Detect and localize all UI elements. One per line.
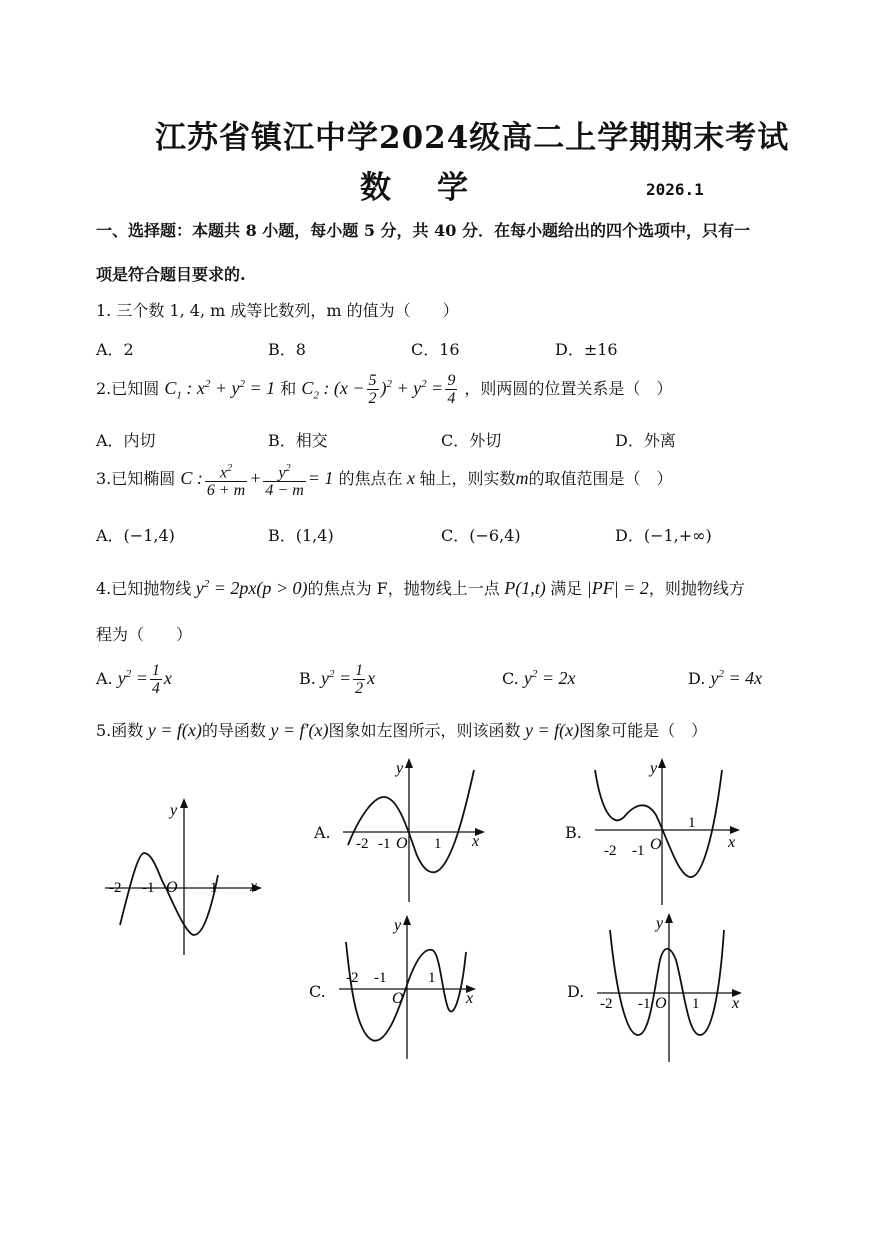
q5-option-b-label[interactable]: B. — [565, 823, 582, 842]
deriv-tick-m1: -1 — [142, 880, 155, 896]
q2-frac-9-4: $\frac{9}{4}$ — [447, 372, 456, 407]
deriv-origin: O — [166, 879, 178, 896]
q4-option-c[interactable]: C. $y^2 = 2x$ — [502, 668, 576, 688]
q3-text-b: 的焦点在 — [338, 469, 403, 489]
svg-text:x: x — [728, 834, 736, 851]
q4-text-b: 的焦点为 F，抛物线上一点 — [307, 579, 500, 598]
svg-text:y: y — [394, 917, 402, 934]
svg-text:x: x — [472, 833, 480, 850]
q2-text-a: 2.已知圆 — [96, 379, 160, 398]
q4-text-c: 满足 — [550, 579, 583, 598]
q5-graph-b[interactable] — [590, 755, 745, 910]
q3-text-c: 轴上，则实数 — [419, 469, 516, 489]
q2-text-c: ，则两圆的位置关系是（ ） — [464, 379, 673, 398]
section-heading-line1: 一、选择题：本题共 8 小题，每小题 5 分，共 40 分．在每小题给出的四个选项中，只有一 — [96, 221, 750, 240]
svg-text:-2: -2 — [356, 836, 369, 852]
q3-option-b[interactable]: B．(1,4) — [268, 526, 334, 545]
exam-title: 江苏省镇江中学2024级高二上学期期末考试 — [155, 120, 790, 156]
q5-graph-c[interactable] — [334, 912, 484, 1062]
svg-text:-1: -1 — [632, 843, 645, 859]
q2-circle-c2: $C_2$ : (x − — [301, 378, 365, 402]
q1-option-c[interactable]: C．16 — [411, 340, 460, 359]
derivative-graph — [100, 795, 270, 960]
question-1-stem: 1. 三个数 1, 4, m 成等比数列，m 的值为（ ） — [96, 301, 459, 320]
q3-option-d[interactable]: D．(−1,+∞) — [615, 526, 712, 545]
svg-text:1: 1 — [428, 970, 436, 986]
svg-text:y: y — [650, 760, 658, 777]
q3-frac-y: $\frac{y^2}{4 - m}$ — [263, 460, 305, 499]
q4-text-a: 4.已知抛物线 — [96, 579, 192, 598]
svg-text:O: O — [655, 995, 667, 1012]
svg-text:-2: -2 — [600, 996, 613, 1012]
svg-text:x: x — [732, 995, 740, 1012]
deriv-tick-m2: -2 — [109, 880, 122, 896]
question-2-stem: 2.已知圆 $C_1$ : $x^2 + y^2 = 1$ 和 $C_2$ : (x − $\frac{5}{2}$ )$^2 + y^2$ = $\frac{9}{4}$ ，则两圆的位置关系是（ ） — [96, 372, 673, 407]
svg-text:O: O — [392, 990, 404, 1007]
svg-text:-2: -2 — [604, 843, 617, 859]
svg-text:x: x — [466, 990, 474, 1007]
svg-text:-1: -1 — [638, 996, 651, 1012]
q3-text-d: 的取值范围是（ ） — [528, 469, 673, 489]
q3-option-a[interactable]: A．(−1,4) — [96, 526, 175, 545]
q4-option-d[interactable]: D. $y^2 = 4x$ — [688, 668, 763, 688]
deriv-y-label: y — [170, 802, 178, 819]
svg-text:1: 1 — [692, 996, 700, 1012]
question-5-stem: 5.函数 y = f(x)的导函数 y = f′(x)图象如左图所示，则该函数 y = f(x)图象可能是（ ） — [96, 720, 708, 740]
question-4-stem: 4.已知抛物线 $y^2 = 2px(p > 0)$的焦点为 F，抛物线上一点 P(1,t) 满足 |PF| = 2，则抛物线方 — [96, 578, 745, 598]
q2-frac-5-2: $\frac{5}{2}$ — [368, 372, 377, 407]
q4-text-d: ，则抛物线方 — [648, 579, 745, 598]
q2-text-b: 和 — [280, 379, 297, 398]
svg-text:-2: -2 — [346, 970, 359, 986]
svg-text:1: 1 — [434, 836, 442, 852]
q3-option-c[interactable]: C．(−6,4) — [441, 526, 521, 545]
q2-option-b[interactable]: B．相交 — [268, 431, 328, 450]
question-3-stem: 3.已知椭圆 C : $\frac{x^2}{6 + m}$ + $\frac{y^2}{4 - m}$ = 1 的焦点在 x 轴上，则实数m的取值范围是（ ） — [96, 460, 673, 499]
q5-graph-a[interactable] — [338, 755, 488, 905]
q1-option-d[interactable]: D．±16 — [555, 340, 618, 359]
q5-option-c-label[interactable]: C. — [309, 982, 326, 1001]
q2-option-a[interactable]: A．内切 — [96, 431, 156, 450]
svg-text:y: y — [396, 760, 404, 777]
q2-option-c[interactable]: C．外切 — [441, 431, 502, 450]
q4-option-a[interactable]: A. $y^2$ = $\frac{1}{4}$ x — [96, 662, 172, 697]
deriv-x-label: x — [250, 878, 258, 895]
deriv-tick-1: 1 — [210, 880, 218, 896]
svg-text:-1: -1 — [374, 970, 387, 986]
q1-option-b[interactable]: B．8 — [268, 340, 306, 359]
subject-title: 数学 — [360, 170, 514, 206]
svg-text:O: O — [650, 836, 662, 853]
q2-circle-c1: $C_1$ : $x^2 + y^2 = 1$ — [164, 378, 276, 402]
svg-text:O: O — [396, 835, 408, 852]
q5-option-d-label[interactable]: D. — [567, 982, 585, 1001]
q3-text-a: 3.已知椭圆 — [96, 469, 176, 489]
exam-date: 2026.1 — [646, 180, 704, 199]
q3-frac-x: $\frac{x^2}{6 + m}$ — [205, 460, 247, 499]
svg-text:-1: -1 — [378, 836, 391, 852]
svg-text:1: 1 — [688, 815, 696, 831]
q5-graph-d[interactable] — [592, 910, 747, 1065]
svg-text:y: y — [656, 915, 664, 932]
q2-option-d[interactable]: D．外离 — [615, 431, 676, 450]
q4-option-b[interactable]: B. $y^2$ = $\frac{1}{2}$ x — [299, 662, 376, 697]
section-heading-line2: 项是符合题目要求的. — [96, 265, 246, 284]
q1-option-a[interactable]: A．2 — [96, 340, 134, 359]
question-4-stem-cont: 程为（ ） — [96, 625, 193, 644]
q5-option-a-label[interactable]: A. — [314, 823, 331, 842]
